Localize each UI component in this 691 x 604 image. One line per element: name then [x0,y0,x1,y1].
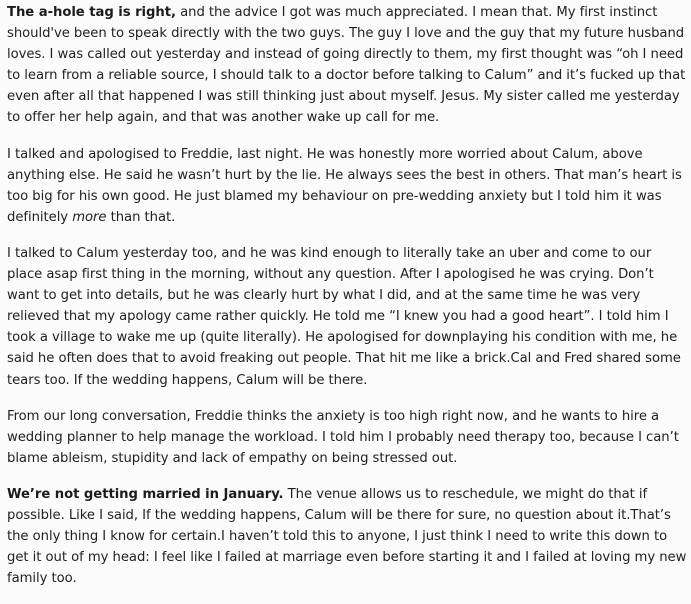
paragraph-1-text: and the advice I got was much appreciated. I mean that. My first instinct should've been to speak directly with the two guys. The guy I love and the guy that my future husband loves. I was called out yesterday and instead of going directly to them, my first thought was “oh I need to learn from a reliable source, I should talk to a doctor before talking to Calum” and it’s fucked up that even after all that happened I was still thinking just about myself. Jesus. My sister called me yesterday to offer her help again, and that was another wake up call for me. [7,5,686,126]
paragraph-3 [7,243,687,391]
post-body [7,2,687,604]
paragraph-4 [7,406,687,469]
paragraph-1 [7,2,687,129]
paragraph-2-text: I talked and apologised to Freddie, last night. He was honestly more worried about Calum, above anything else. He said he wasn’t hurt by the lie. He always sees the best in others. That man’s heart is too big for his own good. He just blamed my behaviour on pre-wedding anxiety but I told him it was definitely [7,146,682,225]
paragraph-3-text: I talked to Calum yesterday too, and he was kind enough to literally take an uber and come to our place asap first thing in the morning, without any question. After I apologised he was crying. Don’t want to get into details, but he was clearly hurt by what I did, and at the same time he was very relieved that my apology came rather quickly. He told me “I knew you had a good heart”. I told him I took a village to wake me up (quite literally). He apologised for downplaying his condition with me, he said he often does that to avoid freaking out people. That hit me like a brick.Cal and Fred shared some tears too. If the wedding happens, Calum will be there. [7,245,681,388]
paragraph-5 [7,484,687,589]
paragraph-2-tail: than that. [106,209,176,225]
paragraph-5-text: The venue allows us to reschedule, we might do that if possible. Like I said, If the wedding happens, Calum will be there for sure, no question about it.That’s the only thing I know for certain.I haven’t told this to anyone, I just think I need to write this down to get it out of my head: I feel like I failed at marriage even before starting it and I failed at loving my new family too. [7,486,687,587]
paragraph-1-bold-lead: The a-hole tag is right, [7,5,176,20]
paragraph-5-bold-lead: We’re not getting married in January. [7,486,284,502]
paragraph-2-emphasis: more [72,209,107,225]
paragraph-2 [7,144,687,228]
paragraph-4-text: From our long conversation, Freddie thinks the anxiety is too high right now, and he wants to hire a wedding planner to help manage the workload. I told him I probably need therapy too, because I can’t blame ableism, stupidity and lack of empathy on being stressed out. [7,408,679,466]
